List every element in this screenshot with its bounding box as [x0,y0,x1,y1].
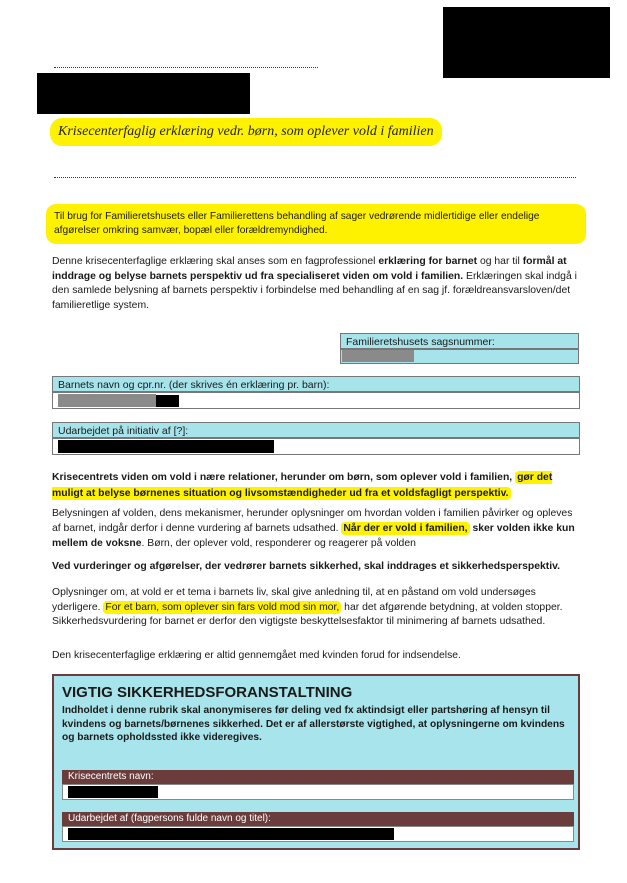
mechanisms-text-3: . Børn, der oplever vold, responderer og reagerer på volden [141,538,416,549]
dotted-line-top [54,66,318,68]
purpose-paragraph [52,255,582,313]
purpose-text-1: Denne krisecenterfaglige erklæring skal anses som en fagprofessionel [52,256,379,267]
purpose-text-3: Erklæringen skal indgå i den samlede belysning af barnets perspektiv i forbindelse med behandling af en sag jf. forældreansvarsloven/det familieretlige system. [52,270,577,311]
redacted-logo [443,7,610,78]
purpose-bold-2: formål at inddrage og belyse barnets perspektiv ud fra specialiseret viden om vold i familien. [52,256,567,282]
mechanisms-highlight: Når der er vold i familien, [343,523,468,534]
document-title: Krisecenterfaglig erklæring vedr. børn, som oplever vold i familien [50,118,442,146]
prepared-by-label: Udarbejdet af (fagpersons fulde navn og titel): [62,812,574,826]
intro-highlight: Til brug for Familieretshusets eller Familierettens behandling af sager vedrørende midlertidige eller endelige afgørelser omkring samvær, bopæl eller forældremyndighed. [46,204,586,244]
purpose-text-2: og har til [477,256,523,267]
knowledge-text: Krisecentrets viden om vold i nære relationer, herunder om børn, som oplever vold i familien, [52,472,516,483]
dotted-line-second [54,176,576,178]
info-paragraph [52,586,582,630]
redacted-child-name [58,394,156,407]
redacted-prepared-by [68,828,394,840]
center-name-label: Krisecentrets navn: [62,770,574,784]
mechanisms-text-2: sker volden ikke kun mellem de voksne [52,523,575,549]
info-text-1: Oplysninger om, at vold er et tema i barnets liv, skal give anledning til, at en påstand om vold undersøges yderligere. [52,587,536,613]
redacted-header-name [37,73,250,114]
knowledge-paragraph [52,470,582,502]
review-paragraph: Den krisecenterfaglige erklæring er altid gennemgået med kvinden forud for indsendelse. [52,650,461,661]
info-text-2: har det afgørende betydning, at volden stopper. Sikkerhedsvurdering for barnet er derfor den vigtigste beskyttelsesfaktor til minimering af barnets udsathed. [52,601,563,627]
purpose-bold-1: erklæring for barnet [378,256,478,267]
case-number-label: Familieretshusets sagsnummer: [340,333,579,349]
redacted-case-number [342,350,414,362]
mechanisms-paragraph [52,506,582,551]
redacted-center-name [68,786,158,798]
safety-text: Indholdet i denne rubrik skal anonymiseres før deling ved fx aktindsigt eller partshøring af hensyn til kvindens og barnets/børnenes sikkerhed. Det er af allerstørste vigtighed, at oplysningerne om kvindens og barnets opholdssted ikke videregives. [62,705,565,743]
assessments-paragraph: Ved vurderinger og afgørelser, der vedrører barnets sikkerhed, skal inddrages et sikkerhedsperspektiv. [52,561,561,572]
initiative-label: Udarbejdet på initiativ af [?]: [52,422,580,438]
redacted-child-cpr [156,395,179,407]
safety-box [52,674,580,850]
redacted-initiative [58,440,274,453]
info-highlight: For et barn, som oplever sin fars vold mod sin mor, [105,601,340,613]
knowledge-highlight: gør det muligt at belyse børnenes situation og livsomstændigheder ud fra et voldsfagligt perspektiv. [52,472,553,499]
child-name-label: Barnets navn og cpr.nr. (der skrives én erklæring pr. barn): [52,376,580,392]
mechanisms-text-1: Belysningen af volden, dens mekanismer, herunder oplysninger om hvordan volden i familien påvirker og opleves af barnet, indgår derfor i denne vurdering af barnets udsathed. [52,508,573,534]
safety-title: VIGTIG SIKKERHEDSFORANSTALTNING [62,684,353,701]
